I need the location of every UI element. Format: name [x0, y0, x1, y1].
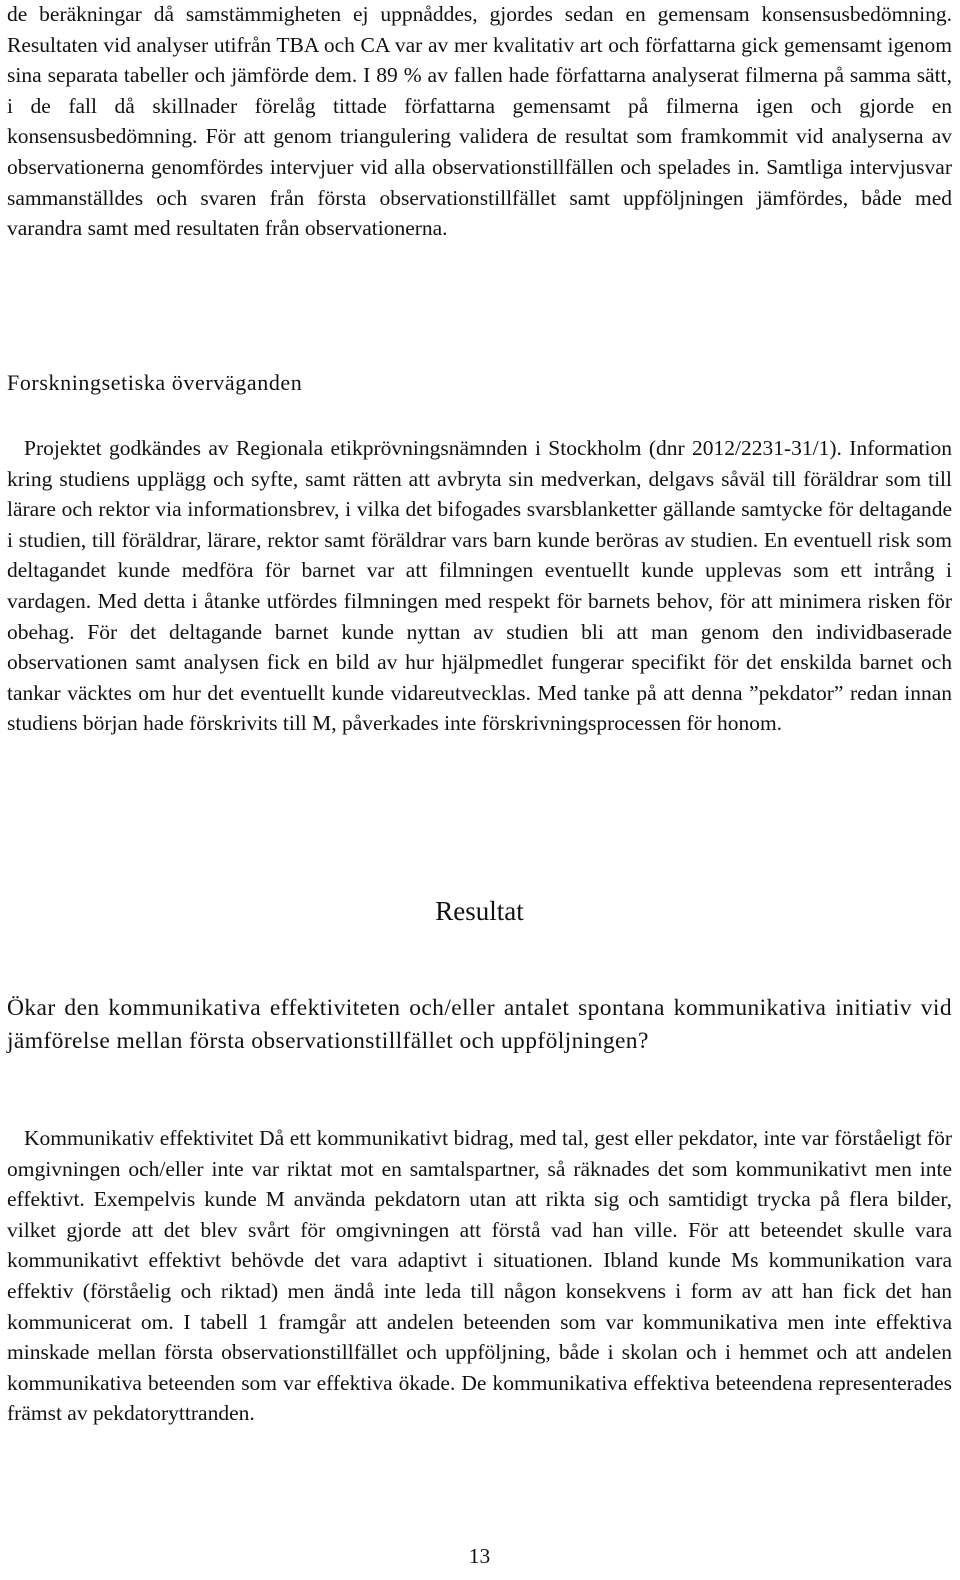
paragraph-method-consensus: de beräkningar då samstämmigheten ej uppnåddes, gjordes sedan en gemensam konsensusbedömning. Resultaten vid analyser utifrån TBA och CA var av mer kvalitativ art och författarna gick gemensamt igenom sina separata tabeller och jämförde dem. I 89 % av fallen hade författarna analyserat filmerna på samma sätt, i de fall då skillnader förelåg tittade författarna gemensamt på filmerna igen och gjorde en konsensusbedömning. För att genom triangulering validera de resultat som framkommit vid analyserna av observationerna genomfördes intervjuer vid alla observationstillfällen och spelades in. Samtliga intervjusvar sammanställdes och svaren från första observationstillfället samt uppföljningen jämfördes, både med varandra samt med resultaten från observationerna.	[7, 2, 952, 241]
paragraph-research-ethics: Projektet godkändes av Regionala etikprövningsnämnden i Stockholm (dnr 2012/2231-31/1). Information kring studiens upplägg och syfte, samt rätten att avbryta sin medverkan, delgavs såväl till föräldrar som till lärare och rektor via informationsbrev, i vilka det bifogades svarsblanketter gällande samtycke för deltagande i studien, till föräldrar, lärare, rektor samt föräldrar vars barn kunde beröras av studien. En eventuell risk som deltagandet kunde medföra för barnet var att filmningen eventuellt kunde upplevas som ett intrång i vardagen. Med detta i åtanke utfördes filmningen med respekt för barnets behov, för att minimera risken för obehag. För det deltagande barnet kunde nyttan av studien bli att man genom den individbaserade observationen samt analysen fick en bild av hur hjälpmedlet fungerar specifikt för det enskilda barnet och tankar väcktes om hur det eventuellt kunde vidareutvecklas. Med tanke på att denna ”pekdator” redan innan studiens början hade förskrivits till M, påverkades inte förskrivningsprocessen för honom.	[7, 436, 952, 736]
heading-research-ethics: Forskningsetiska överväganden	[7, 370, 303, 395]
heading-results: Resultat	[435, 896, 524, 926]
paragraph-communicative-effectiveness: Kommunikativ effektivitet Då ett kommunikativt bidrag, med tal, gest eller pekdator, inte var förståeligt för omgivningen och/eller inte var riktat mot en samtalspartner, så räknades det som kommunikativt men inte effektivt. Exempelvis kunde M använda pekdatorn utan att rikta sig och samtidigt trycka på flera bilder, vilket gjorde att det blev svårt för omgivningen att förstå vad han ville. För att beteendet skulle vara kommunikativt effektivt behövde det vara adaptivt i situationen. Ibland kunde Ms kommunikation vara effektiv (förståelig och riktad) men ändå inte leda till någon konsekvens i form av att han fick det han kommunicerat om. I tabell 1 framgår att andelen beteenden som var kommunikativa men inte effektiva minskade mellan första observationstillfället och uppföljning, både i skolan och i hemmet och att andelen kommunikativa beteenden som var effektiva ökade. De kommunikativa effektiva beteendena representerades främst av pekdatoryttranden.	[7, 1126, 952, 1426]
page-number: 13	[468, 1544, 491, 1568]
heading-results-question: Ökar den kommunikativa effektiviteten och/eller antalet spontana kommunikativa initiativ vid jämförelse mellan första observationstillfället och uppföljningen?	[7, 995, 952, 1054]
document-page	[7, 0, 952, 1580]
